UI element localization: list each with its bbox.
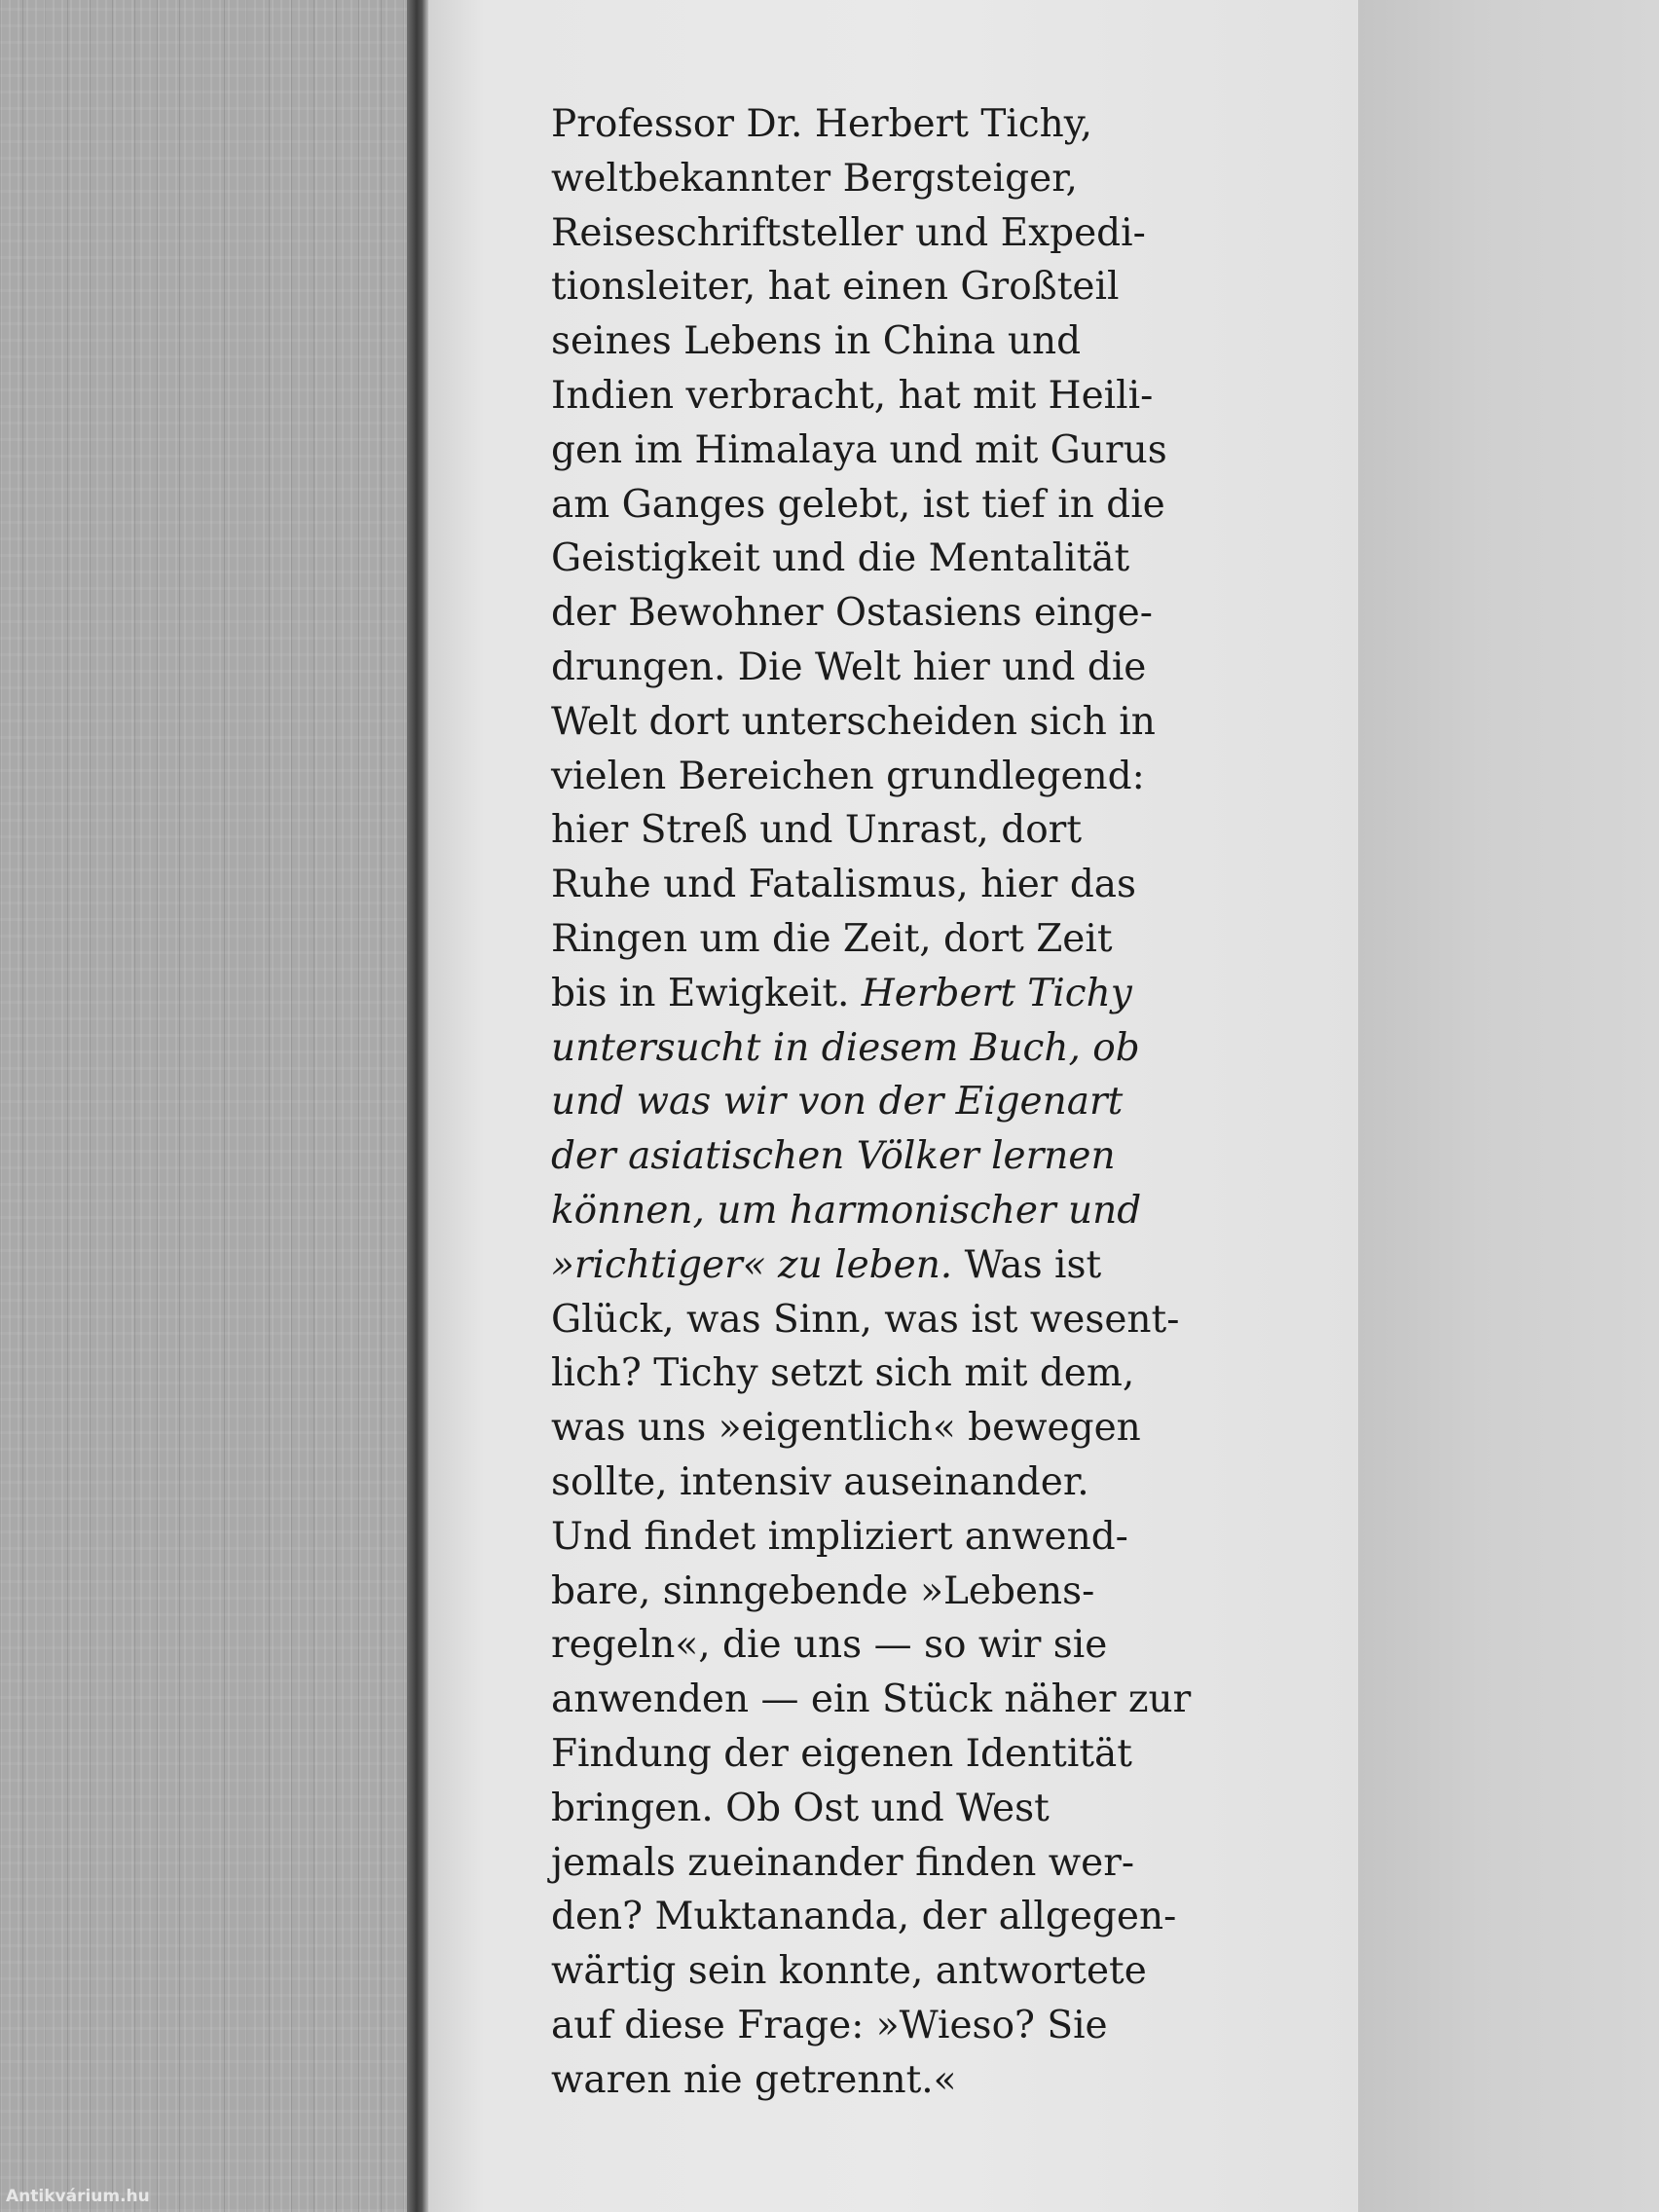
text-line [551,369,1252,424]
text-line [551,1673,1252,1727]
text-segment: waren nie getrennt.« [551,2057,957,2102]
text-line [551,750,1252,804]
text-segment: bare, sinngebende »Lebens- [551,1568,1095,1613]
text-line [551,2053,1252,2108]
text-segment: was uns »eigentlich« bewegen [551,1406,1141,1451]
text-segment: den? Muktananda, der allgegen- [551,1895,1177,1939]
text-line [551,1836,1252,1891]
text-segment: Was ist [952,1242,1102,1287]
text-line [551,1184,1252,1238]
text-segment: Reiseschriftsteller und Expedi- [551,210,1146,255]
text-line [551,912,1252,967]
text-line [551,1565,1252,1619]
text-segment: jemals zueinander finden wer- [551,1840,1135,1885]
text-line [551,152,1252,206]
text-segment: hier Streß und Unrast, dort [551,808,1082,853]
text-line [551,1890,1252,1944]
text-segment: Indien verbracht, hat mit Heili- [551,373,1154,418]
text-line [551,1782,1252,1836]
text-line [551,641,1252,695]
watermark: Antikvárium.hu [6,2187,150,2206]
text-segment: Professor Dr. Herbert Tichy, [551,102,1093,146]
text-segment: sollte, intensiv auseinander. [551,1459,1089,1504]
text-line [551,1510,1252,1565]
text-segment: gen im Himalaya und mit Gurus [551,427,1167,472]
text-segment: bis in Ewigkeit. [551,971,862,1015]
text-line [551,1346,1252,1401]
text-line [551,1075,1252,1129]
text-line [551,1401,1252,1456]
text-segment: am Ganges gelebt, ist tief in die [551,482,1165,527]
book-spine-shadow [407,0,428,2212]
italic-segment: können, um harmonischer und [551,1188,1142,1233]
text-line [551,1727,1252,1782]
text-line [551,532,1252,586]
italic-segment: untersucht in diesem Buch, ob [551,1025,1140,1070]
text-segment: der Bewohner Ostasiens einge- [551,591,1153,636]
text-segment: Geistigkeit und die Mentalität [551,536,1130,581]
text-line [551,206,1252,261]
text-segment: Und findet impliziert anwend- [551,1514,1128,1559]
text-line [551,695,1252,750]
text-segment: weltbekannter Bergsteiger, [551,156,1078,201]
text-line [551,967,1252,1021]
text-line [551,1129,1252,1184]
text-line [551,1456,1252,1510]
text-line [551,478,1252,533]
text-segment: Glück, was Sinn, was ist wesent- [551,1297,1180,1342]
text-line [551,424,1252,478]
italic-segment: Herbert Tichy [861,971,1132,1015]
text-segment: Findung der eigenen Identität [551,1731,1132,1776]
text-line [551,1618,1252,1673]
adjacent-page-textured [0,0,414,2212]
italic-segment: »richtiger« zu leben. [551,1242,953,1287]
text-line [551,1293,1252,1347]
text-segment: anwenden — ein Stück näher zur [551,1677,1192,1722]
text-segment: wärtig sein konnte, antwortete [551,1949,1147,1994]
text-line [551,1021,1252,1076]
text-segment: seines Lebens in China und [551,319,1082,364]
text-segment: drungen. Die Welt hier und die [551,645,1147,689]
text-segment: Welt dort unterscheiden sich in [551,699,1156,744]
text-segment: regeln«, die uns — so wir sie [551,1623,1108,1668]
text-segment: Ringen um die Zeit, dort Zeit [551,916,1113,961]
text-segment: lich? Tichy setzt sich mit dem, [551,1351,1135,1396]
text-line [551,1999,1252,2053]
text-segment: tionsleiter, hat einen Großteil [551,265,1120,310]
text-line [551,1238,1252,1293]
text-line [551,586,1252,641]
text-line [551,1944,1252,1999]
text-line [551,803,1252,858]
text-segment: vielen Bereichen grundlegend: [551,754,1145,798]
text-line [551,858,1252,912]
text-line [551,260,1252,314]
text-line [551,97,1252,152]
blurb-text [551,97,1252,2107]
italic-segment: der asiatischen Völker lernen [551,1134,1116,1179]
text-segment: bringen. Ob Ost und West [551,1786,1050,1830]
page-edge [1358,0,1659,2212]
text-segment: auf diese Frage: »Wieso? Sie [551,2003,1108,2047]
italic-segment: und was wir von der Eigenart [551,1080,1124,1124]
text-segment: Ruhe und Fatalismus, hier das [551,863,1137,907]
text-line [551,314,1252,369]
